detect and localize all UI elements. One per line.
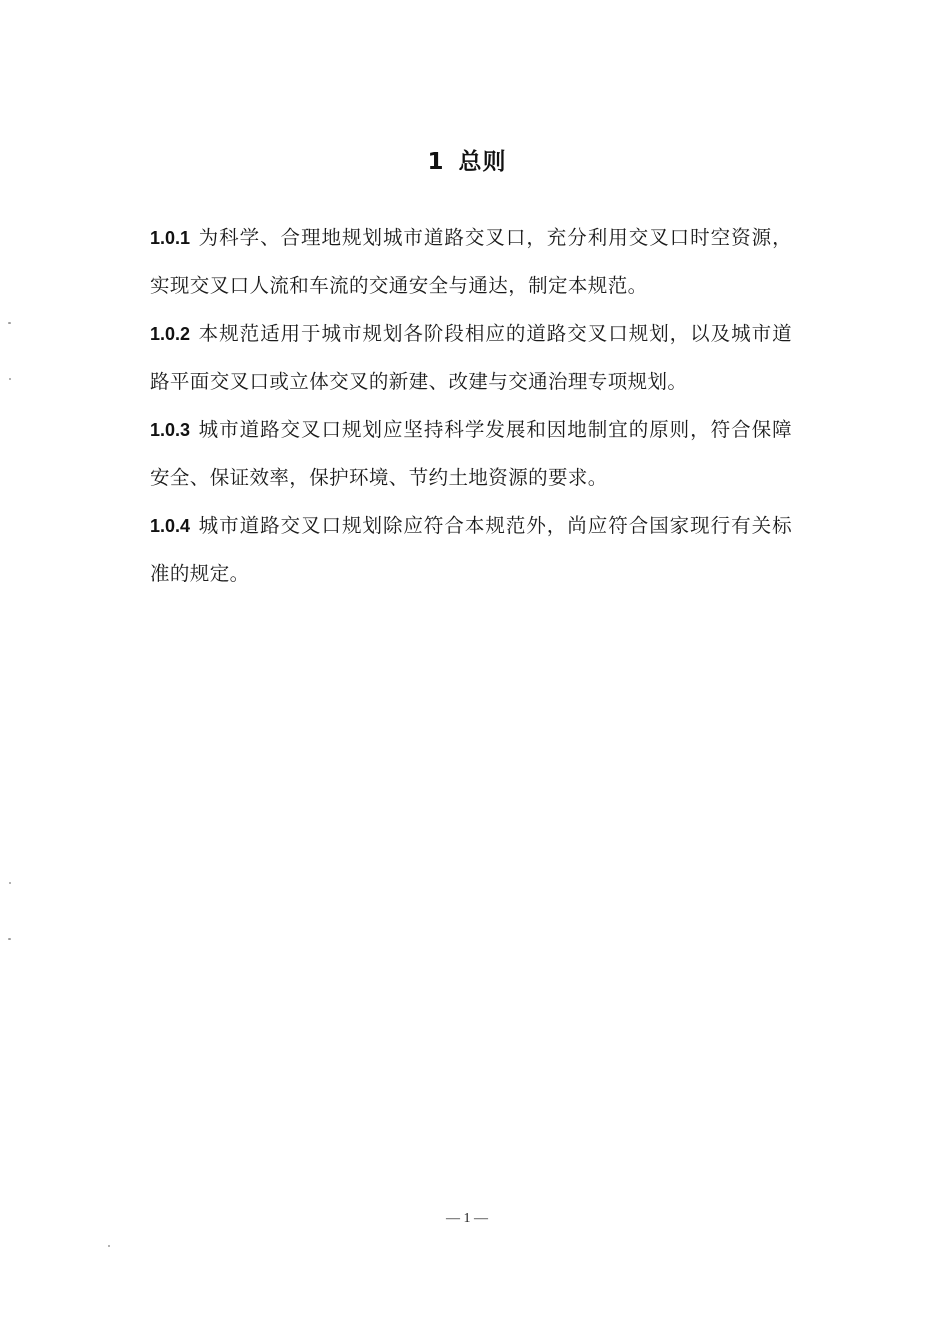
clause-number: 1.0.4	[150, 516, 191, 536]
clause-number: 1.0.3	[150, 420, 191, 440]
clause-number: 1.0.2	[150, 324, 191, 344]
clause-text: 为科学、合理地规划城市道路交叉口，充分利用交叉口时空资源，实现交叉口人流和车流的交通安全与通达，制定本规范。	[150, 226, 792, 297]
clause-1-0-1	[150, 214, 792, 310]
clause-1-0-2	[150, 310, 792, 406]
clause-1-0-3	[150, 406, 792, 502]
clause-text: 城市道路交叉口规划应坚持科学发展和因地制宜的原则，符合保障安全、保证效率，保护环境、节约土地资源的要求。	[150, 418, 792, 489]
clause-text: 本规范适用于城市规划各阶段相应的道路交叉口规划，以及城市道路平面交叉口或立体交叉的新建、改建与交通治理专项规划。	[150, 322, 792, 393]
clause-list	[150, 214, 792, 598]
scan-speck	[9, 882, 11, 884]
scan-speck	[8, 938, 11, 940]
chapter-heading	[0, 143, 934, 176]
chapter-title: 总则	[458, 149, 507, 175]
scan-speck	[9, 378, 11, 380]
clause-number: 1.0.1	[150, 228, 191, 248]
chapter-number: 1	[427, 149, 445, 175]
page-number: — 1 —	[446, 1211, 488, 1226]
scan-speck	[8, 322, 11, 324]
clause-text: 城市道路交叉口规划除应符合本规范外，尚应符合国家现行有关标准的规定。	[150, 514, 792, 585]
scan-speck	[108, 1245, 110, 1247]
clause-1-0-4	[150, 502, 792, 598]
